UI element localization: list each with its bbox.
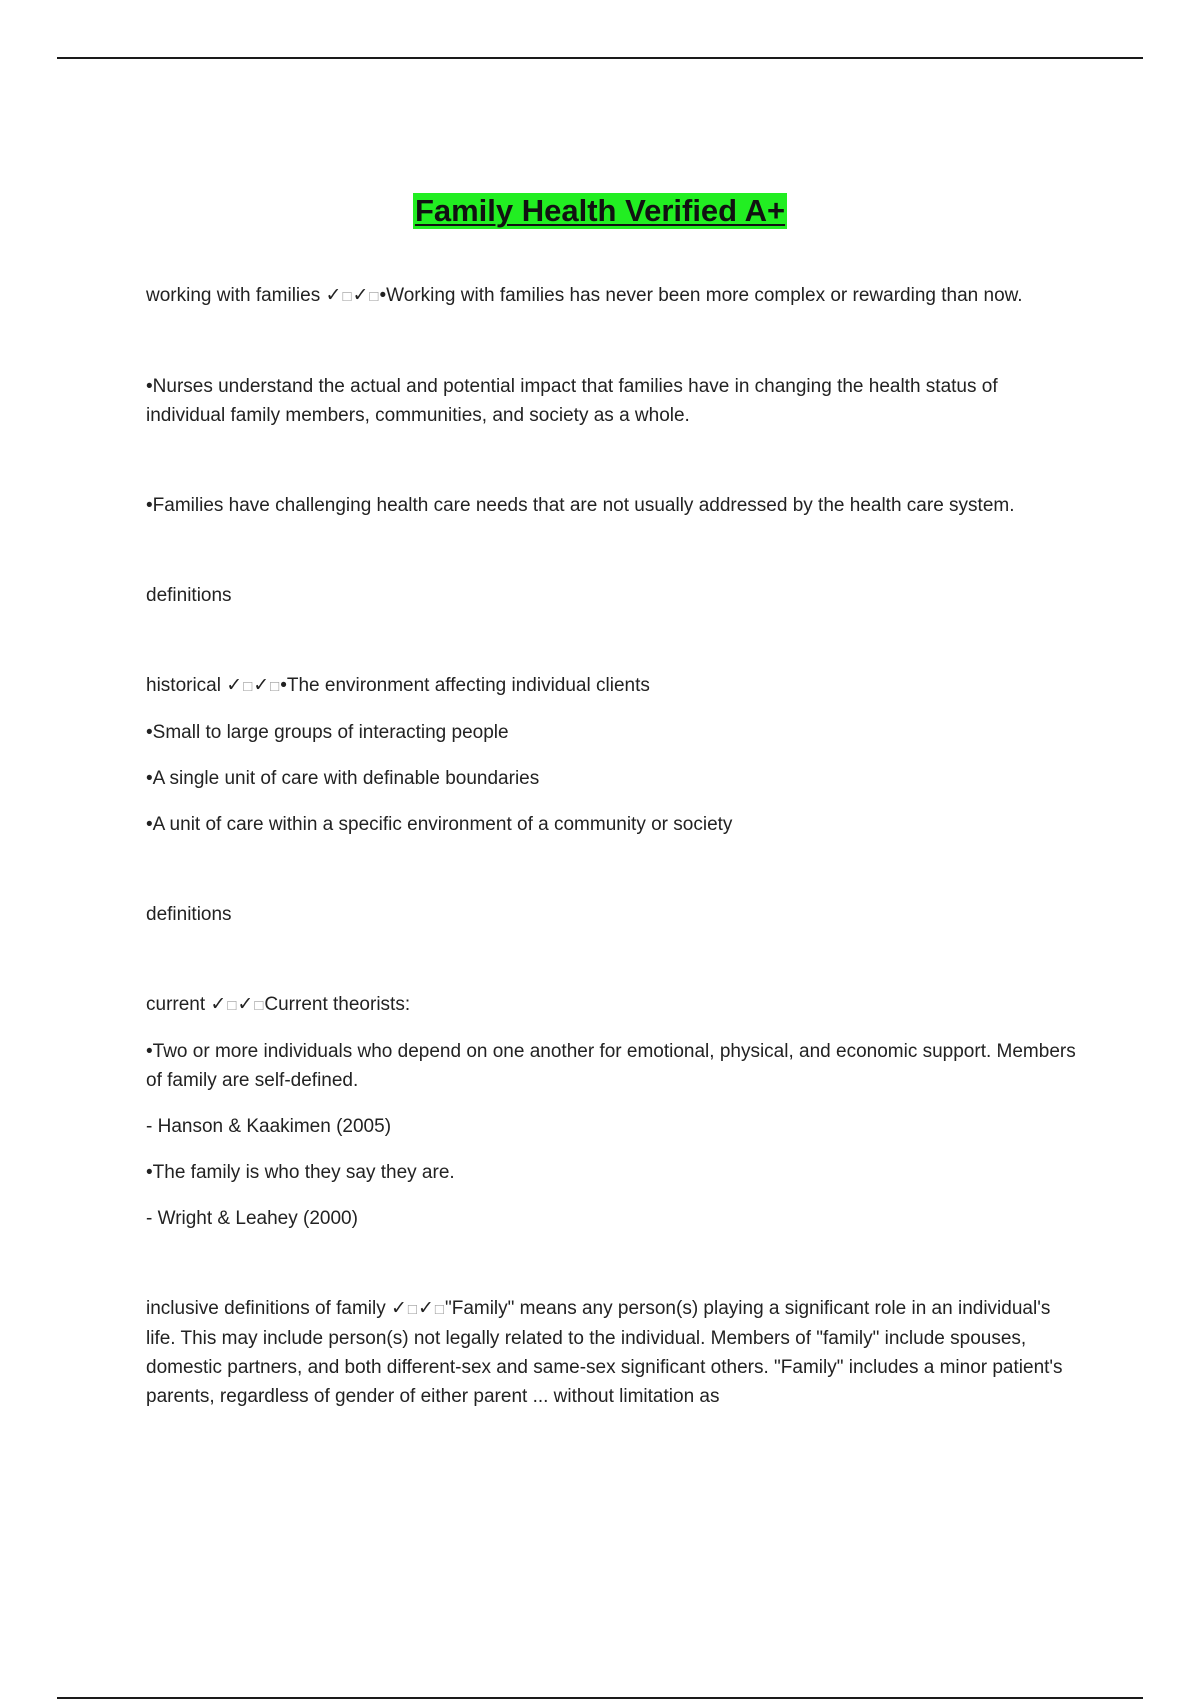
entry-text: •Small to large groups of interacting people xyxy=(146,722,509,743)
header-rule xyxy=(57,57,1143,59)
entry-current xyxy=(146,990,1076,1020)
entry-term: working with families xyxy=(146,285,321,306)
entry-text: •Families have challenging health care needs that are not usually addressed by the health care system. xyxy=(146,495,1015,516)
entry-text: Current theorists: xyxy=(264,994,411,1015)
entry-text: •The environment affecting individual clients xyxy=(280,675,650,696)
entry-term-definitions: definitions xyxy=(146,904,232,925)
check-mark-icon: ✓□✓□ xyxy=(210,994,265,1015)
entry-citation: - Wright & Leahey (2000) xyxy=(146,1208,358,1229)
document-body xyxy=(146,281,1076,1411)
entry-term: current xyxy=(146,994,206,1015)
document-title: Family Health Verified A+ xyxy=(414,193,786,228)
entry-text: •Two or more individuals who depend on one another for emotional, physical, and economic support. Members of family are self-defined. xyxy=(146,1041,1076,1091)
entry-term-definitions: definitions xyxy=(146,585,232,606)
check-mark-icon: ✓□✓□ xyxy=(226,675,281,696)
check-mark-icon: ✓□✓□ xyxy=(325,285,380,306)
entry-working-with-families xyxy=(146,281,1076,311)
entry-text: "Family" means any person(s) playing a significant role in an individual's life. This may include person(s) not legally related to the individual. Members of "family" include spouses, domestic partners, and both different-sex and same-sex significant others. "Family" includes a minor patient's parents, regardless of gender of either parent ... without limitation as xyxy=(146,1298,1063,1407)
entry-term: inclusive definitions of family xyxy=(146,1298,386,1319)
entry-text: •Nurses understand the actual and potential impact that families have in changing the health status of individual family members, communities, and society as a whole. xyxy=(146,376,998,426)
footer-rule xyxy=(57,1697,1143,1699)
entry-text: •Working with families has never been more complex or rewarding than now. xyxy=(379,285,1023,306)
entry-text: •A single unit of care with definable boundaries xyxy=(146,768,540,789)
entry-term: historical xyxy=(146,675,221,696)
entry-text: •The family is who they say they are. xyxy=(146,1162,455,1183)
entry-historical xyxy=(146,671,1076,701)
entry-citation: - Hanson & Kaakimen (2005) xyxy=(146,1116,392,1137)
title-container xyxy=(0,193,1200,229)
entry-text: •A unit of care within a specific environment of a community or society xyxy=(146,814,733,835)
check-mark-icon: ✓□✓□ xyxy=(391,1298,445,1319)
entry-inclusive-definitions xyxy=(146,1294,1076,1411)
